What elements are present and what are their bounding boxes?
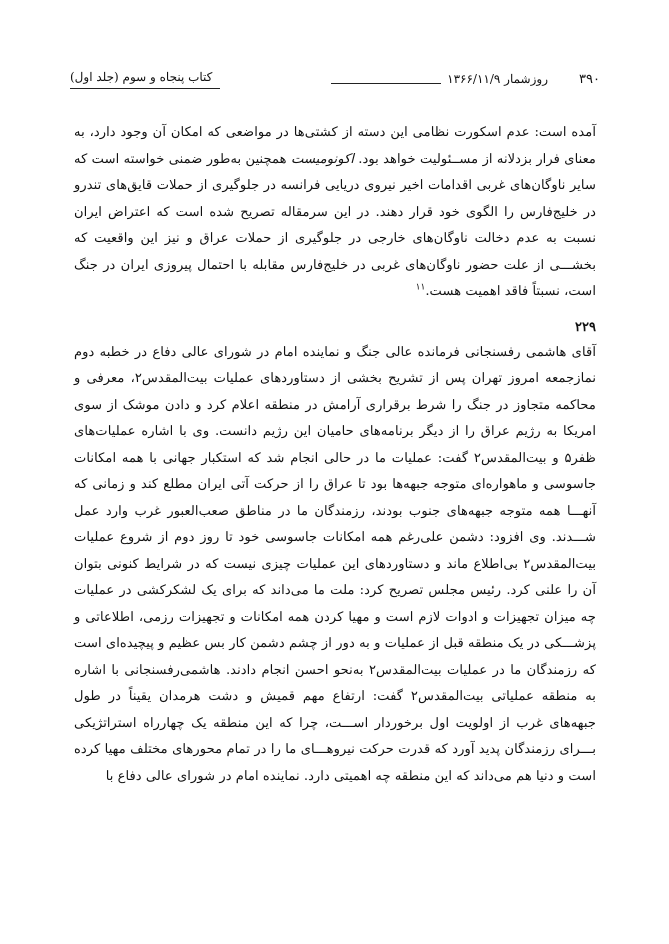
book-title-underline — [70, 88, 220, 89]
page-number: ۳۹۰ — [579, 72, 600, 87]
paragraph-continued — [74, 120, 596, 306]
italic-source-name: اکونومیست — [290, 151, 354, 167]
header-rule — [331, 83, 441, 84]
header-date-group — [331, 72, 548, 86]
book-title: کتاب پنجاه و سوم (جلد اول) — [70, 70, 213, 84]
entry-text: آقای هاشمی رفسنجانی فرمانده عالی جنگ و نماینده امام در شورای عالی دفاع در خطبه دوم نمازجمعه امروز تهران پس از تشریح بخشی از دستاوردهای عملیات بیت‌المقدس۲، معرفی و محاکمه متجاوز در جنگ را شرط برقراری آرامش در منطقه اعلام کرد و دادن موشک از سوی امریکا به رژیم عراق را از دیگر برنامه‌های حامیان این رژیم دانست. وی با اشاره عملیات‌های ظفر۵ و بیت‌المقدس۲ گفت: عملیات ما در حالی انجام شد که استکبار جهانی با همه امکانات جاسوسی و ماهواره‌ای متوجه جبهه‌ها بود تا عراق را از حرکت آتی ایران مطلع کند و زمانی که آنهـــا همه متوجه جبهه‌های جنوب بودند، رزمندگان ما در مناطق صعب‌العبور غرب وارد عمل شـــدند. وی افزود: دشمن علی‌رغم همه امکانات جاسوسی خود تا روز دوم از شروع عملیات بیت‌المقدس۲ بی‌اطلاع ماند و دستاوردهای این عملیات چیزی نیست که در شرایط کنونی بتوان آن را علنی کرد. رئیس مجلس تصریح کرد: ملت ما می‌داند که برای یک لشکرکشی در عملیات چه میزان تجهیزات و ادوات لازم است و مهیا کردن همه امکانات و تجهیزات رزمی، اطلاعاتی و پزشـــکی در یک منطقه قبل از عملیات و به دور از چشم دشمن کار بس عظیم و پیچیده‌ای است که رزمندگان ما در عملیات بیت‌المقدس۲ به‌نحو احسن انجام دادند. هاشمی‌رفسنجانی با اشاره به منطقه عملیاتی بیت‌المقدس۲ گفت: ارتفاع مهم قمیش و دشت هرمدان یقیناً در طول جبهه‌های غرب از اولویت اول برخوردار اســـت، چرا که این منطقه یک چهارراه استراتژیکی بـــرای رزمندگان پدید آورد که قدرت حرکت نیروهـــای ما را در تمام محورهای مختلف مهیا کرده است و دنیا هم می‌داند که این منطقه چه اهمیتی دارد. نماینده امام در شورای عالی دفاع با — [74, 344, 596, 784]
page-body — [74, 120, 596, 790]
entry-number: ۲۲۹ — [575, 319, 596, 335]
paragraph-text-part1: آمده است: عدم اسکورت نظامی این دسته از کشتی‌ها در مواضعی که امکان آن وجود دارد، به معنای فرار بزدلانه از مســئولیت خواهد بود. — [74, 125, 596, 167]
paragraph-text-part2: همچنین به‌طور ضمنی خواسته است که سایر ناوگان‌های غربی اقدامات اخیر نیروی دریایی فرانسه در جلوگیری از حملات قایق‌های تندرو در خلیج‌فارس را الگوی خود قرار دهند. در این سرمقاله تصریح شده است که اعتراض ایران نسبت به عدم دخالت ناوگان‌های خارجی در جلوگیری از حملات عراق و نیز این واقعیت که بخشـــی از علت حضور ناوگان‌های غربی در خلیج‌فارس مقابله با احتمال پیروزی ایران در جنگ است، نسبتاً فاقد اهمیت هست. — [74, 151, 596, 299]
footnote-marker: ۱۱ — [415, 282, 426, 293]
header-date: روزشمار ۱۳۶۶/۱۱/۹ — [447, 72, 548, 86]
running-header — [70, 70, 600, 94]
